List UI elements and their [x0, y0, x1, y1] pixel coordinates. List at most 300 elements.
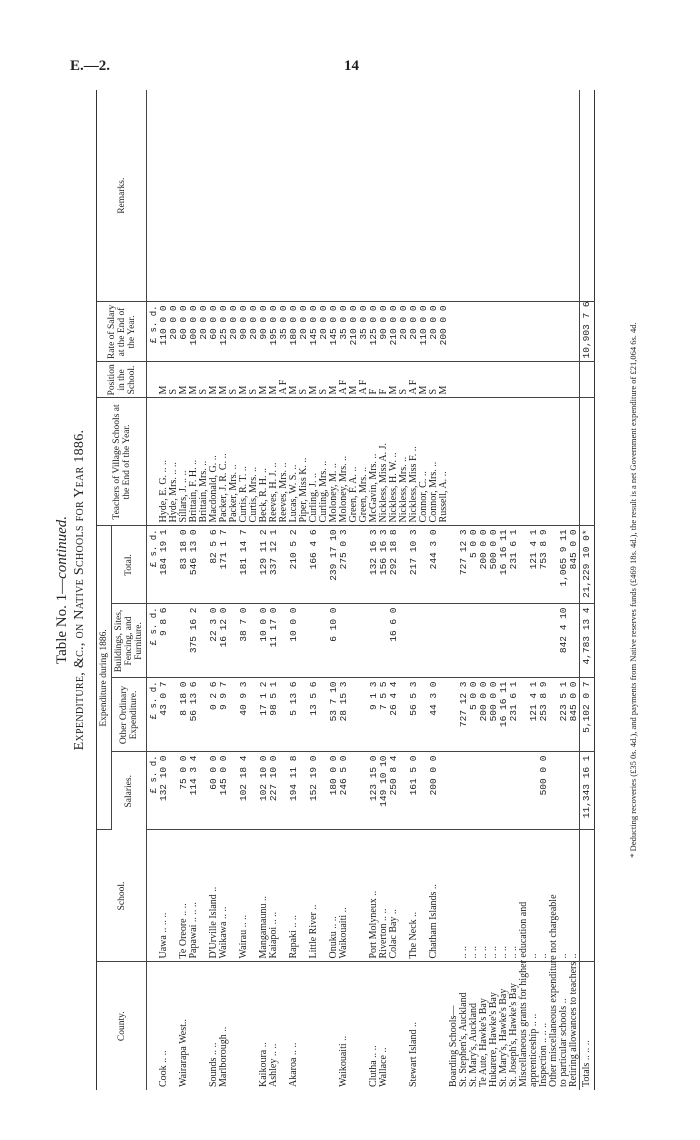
cell-remarks: [399, 90, 409, 302]
cell-teacher: [449, 398, 459, 526]
cell-rate: [559, 302, 569, 362]
cell-position: M: [439, 362, 449, 398]
cell-position: [509, 362, 519, 398]
cell-position: M: [349, 362, 359, 398]
cell-salaries: 246 5 0: [339, 752, 349, 830]
cell-teacher: [559, 398, 569, 526]
cell-school: ..: [529, 830, 539, 962]
cell-buildings: [449, 604, 459, 678]
expenditure-table: [96, 90, 595, 1090]
cell-total: 727 12 3: [459, 526, 469, 604]
cell-teacher: Moloney, Mrs. ..: [339, 398, 349, 526]
cell-school: ..: [569, 830, 580, 962]
table-row: [289, 90, 299, 1090]
cell-other: [439, 678, 449, 752]
table-row: [489, 90, 499, 1090]
cell-buildings: 9 8 6: [159, 604, 169, 678]
cell-other: 500 0 0: [489, 678, 499, 752]
cell-salaries: 123 15 0: [369, 752, 379, 830]
cell-buildings: 16 6 0: [389, 604, 399, 678]
cell-remarks: [359, 90, 369, 302]
cell-position: M: [179, 362, 189, 398]
cell-total: 337 12 1: [269, 526, 279, 604]
cell-salaries: [499, 752, 509, 830]
cell-other: 7 5 5: [379, 678, 389, 752]
cell-total: 181 14 7: [239, 526, 249, 604]
cell-salaries: [469, 752, 479, 830]
cell-position: [559, 362, 569, 398]
table-row: [269, 90, 279, 1090]
cell-other: 5 13 6: [289, 678, 299, 752]
cell-teacher: Nickless, H. W. ..: [389, 398, 399, 526]
cell-county: Ashley .. ..: [268, 1043, 279, 1087]
cell-buildings: [169, 604, 179, 678]
total-rate: 10,903 7 6: [580, 302, 595, 362]
cell-buildings: [339, 604, 349, 678]
cell-teacher: [459, 398, 469, 526]
cell-buildings: [349, 604, 359, 678]
table-row: [449, 90, 459, 1090]
cell-remarks: [349, 90, 359, 302]
cell-rate: 20 0 0: [169, 302, 179, 362]
cell-position: [479, 362, 489, 398]
cell-teacher: Nickless, Miss A. J.: [379, 398, 389, 526]
cell-school: Waikawa .. ..: [219, 830, 229, 962]
cell-salaries: 102 18 4: [239, 752, 249, 830]
table-row: [339, 90, 349, 1090]
cell-county: Wallace ..: [378, 1047, 389, 1087]
cell-total: 1,065 9 11: [559, 526, 569, 604]
cell-salaries: [549, 752, 559, 830]
cell-salaries: 194 11 8: [289, 752, 299, 830]
table-row: [309, 90, 319, 1090]
cell-teacher: McGavin, Mrs. ..: [369, 398, 379, 526]
cell-remarks: [459, 90, 469, 302]
cell-position: F: [379, 362, 389, 398]
cell-teacher: [549, 398, 559, 526]
col-school: School.: [97, 830, 147, 962]
cell-salaries: 250 8 4: [389, 752, 399, 830]
cell-school: .. ..: [469, 830, 479, 962]
cell-teacher: [489, 398, 499, 526]
cell-position: S: [169, 362, 179, 398]
cell-total: 132 16 3: [369, 526, 379, 604]
cell-remarks: [379, 90, 389, 302]
cell-rate: 35 0 0: [339, 302, 349, 362]
cell-teacher: Brittain, F. H. ..: [189, 398, 199, 526]
cell-total: [439, 526, 449, 604]
total-county: Totals .. .. ..: [580, 962, 595, 1090]
cell-total: 753 8 9: [539, 526, 549, 604]
cell-county: St. Stephen's, Auckland: [458, 992, 469, 1087]
cell-school: Mangamaunu ..: [259, 830, 269, 962]
cell-county: Stewart Island ..: [408, 1022, 419, 1087]
cell-school: Riverton .. ..: [379, 830, 389, 962]
cell-buildings: [539, 604, 549, 678]
cell-rate: 145 0 0: [329, 302, 339, 362]
cell-county: [429, 962, 439, 1090]
cell-salaries: [489, 752, 499, 830]
cell-county: Clutha .. ..: [368, 1045, 379, 1087]
cell-teacher: Connor, Mrs. ..: [429, 398, 439, 526]
cell-rate: [459, 302, 469, 362]
col-rate: Rate of Salary at the End of the Year.: [97, 302, 147, 362]
table-row: [389, 90, 399, 1090]
cell-total: 5 0 0: [469, 526, 479, 604]
cell-remarks: [419, 90, 429, 302]
cell-position: M: [209, 362, 219, 398]
table-title: [54, 90, 71, 1090]
cell-position: [489, 362, 499, 398]
table-body: [147, 90, 595, 1090]
cell-position: [549, 362, 559, 398]
cell-total: 292 18 8: [389, 526, 399, 604]
cell-teacher: Lucas, W. S. ..: [289, 398, 299, 526]
table-row: [569, 90, 580, 1090]
cell-school: Rapaki .. ..: [289, 830, 299, 962]
cell-teacher: [539, 398, 549, 526]
cell-salaries: [569, 752, 580, 830]
cell-county: Other miscellaneous expenditure not chargeable: [548, 894, 559, 1087]
cell-county: [239, 962, 249, 1090]
cell-remarks: [529, 90, 539, 302]
cell-teacher: [479, 398, 489, 526]
cell-total: 82 5 6: [209, 526, 219, 604]
table-row: [409, 90, 419, 1090]
cell-teacher: Nickless, Miss F. ..: [409, 398, 419, 526]
cell-remarks: [159, 90, 169, 302]
table-row: [459, 90, 469, 1090]
table-row: [239, 90, 249, 1090]
cell-remarks: [489, 90, 499, 302]
cell-rate: 20 0 0: [429, 302, 439, 362]
cell-total: 16 16 11: [499, 526, 509, 604]
units-total: £ s. d.: [147, 526, 160, 604]
cell-remarks: [339, 90, 349, 302]
cell-county: to particular schools ..: [558, 998, 569, 1087]
cell-teacher: Brittain, Mrs. ..: [199, 398, 209, 526]
cell-remarks: [569, 90, 580, 302]
cell-remarks: [429, 90, 439, 302]
table-row: [549, 90, 559, 1090]
cell-teacher: [569, 398, 580, 526]
cell-buildings: [399, 604, 409, 678]
cell-remarks: [479, 90, 489, 302]
cell-remarks: [439, 90, 449, 302]
table-title-continued: continued.: [54, 515, 70, 579]
table-row: [559, 90, 569, 1090]
cell-rate: [569, 302, 580, 362]
cell-rate: 20 0 0: [299, 302, 309, 362]
cell-remarks: [239, 90, 249, 302]
cell-position: [539, 362, 549, 398]
table-subtitle: [72, 90, 88, 1090]
cell-remarks: [189, 90, 199, 302]
cell-remarks: [409, 90, 419, 302]
cell-other: 253 8 9: [539, 678, 549, 752]
cell-remarks: [269, 90, 279, 302]
cell-remarks: [369, 90, 379, 302]
cell-position: M: [189, 362, 199, 398]
cell-salaries: 152 19 0: [309, 752, 319, 830]
table-row: [429, 90, 439, 1090]
cell-remarks: [289, 90, 299, 302]
cell-position: S: [249, 362, 259, 398]
cell-buildings: 10 0 0: [259, 604, 269, 678]
cell-position: M: [309, 362, 319, 398]
cell-school: .. ..: [489, 830, 499, 962]
cell-school: Colac Bay ..: [389, 830, 399, 962]
cell-position: M: [159, 362, 169, 398]
cell-buildings: [299, 604, 309, 678]
cell-school: [449, 830, 459, 962]
cell-school: Papawai .. .. ..: [189, 830, 199, 962]
cell-rate: 195 0 0: [269, 302, 279, 362]
cell-teacher: Russell, A. ..: [439, 398, 449, 526]
cell-county: Hukarere, Hawke's Bay: [488, 992, 499, 1087]
cell-salaries: 75 0 0: [179, 752, 189, 830]
units-salaries: £ s. d.: [147, 752, 160, 830]
cell-buildings: [509, 604, 519, 678]
cell-county: Sounds .. ..: [208, 1042, 219, 1087]
col-position: Position in the School.: [97, 362, 147, 398]
cell-buildings: 16 12 0: [219, 604, 229, 678]
cell-remarks: [229, 90, 239, 302]
cell-buildings: 375 16 2: [189, 604, 199, 678]
cell-teacher: Piper, Miss K. ..: [299, 398, 309, 526]
cell-teacher: [519, 398, 529, 526]
cell-county: [229, 962, 239, 1090]
cell-county: Inspection .. .. ..: [538, 1022, 549, 1087]
col-county: County.: [97, 962, 147, 1090]
cell-position: S: [299, 362, 309, 398]
cell-total: 129 11 2: [259, 526, 269, 604]
cell-rate: 20 0 0: [249, 302, 259, 362]
cell-position: M: [259, 362, 269, 398]
cell-rate: 210 0 0: [389, 302, 399, 362]
cell-other: 16 16 11: [499, 678, 509, 752]
cell-remarks: [259, 90, 269, 302]
cell-school: Wairau .. ..: [239, 830, 249, 962]
cell-county: [419, 962, 429, 1090]
cell-rate: [519, 302, 529, 362]
cell-other: 26 4 4: [389, 678, 399, 752]
cell-rate: [509, 302, 519, 362]
cell-buildings: 38 7 0: [239, 604, 249, 678]
units-buildings: £ s. d.: [147, 604, 160, 678]
cell-school: Kaiapoi .. ..: [269, 830, 279, 962]
cell-salaries: 145 0 0: [219, 752, 229, 830]
cell-other: 56 13 6: [189, 678, 199, 752]
cell-total: 845 0 0: [569, 526, 580, 604]
cell-buildings: [409, 604, 419, 678]
cell-other: 28 15 3: [339, 678, 349, 752]
cell-position: M: [269, 362, 279, 398]
cell-county: Miscellaneous grants for higher education and: [518, 901, 529, 1087]
cell-position: A F: [359, 362, 369, 398]
cell-other: 17 1 2: [259, 678, 269, 752]
cell-other: 5 0 0: [469, 678, 479, 752]
col-total: Total.: [112, 526, 147, 604]
total-teacher: [580, 398, 595, 526]
cell-total: 500 0 0: [489, 526, 499, 604]
cell-teacher: Packer, Mrs. ..: [229, 398, 239, 526]
cell-salaries: 132 10 0: [159, 752, 169, 830]
cell-rate: 60 0 0: [179, 302, 189, 362]
cell-total: 244 3 0: [429, 526, 439, 604]
cell-remarks: [469, 90, 479, 302]
cell-school: Onuku .. ..: [329, 830, 339, 962]
table-row: [479, 90, 489, 1090]
cell-total: 546 13 0: [189, 526, 199, 604]
total-remarks: [580, 90, 595, 302]
cell-school: Port Molyneux ..: [369, 830, 379, 962]
cell-salaries: 161 5 0: [409, 752, 419, 830]
cell-remarks: [169, 90, 179, 302]
table-row: [159, 90, 169, 1090]
cell-county: Akaroa .. ..: [288, 1042, 299, 1087]
cell-salaries: 200 0 0: [429, 752, 439, 830]
cell-position: [469, 362, 479, 398]
cell-county: Te Aute, Hawke's Bay: [478, 998, 489, 1087]
cell-county: [319, 962, 329, 1090]
total-school: [580, 830, 595, 962]
cell-county: Waikouaiti ..: [338, 1035, 349, 1087]
cell-school: Waikouaiti ..: [339, 830, 349, 962]
cell-total: 184 19 1: [159, 526, 169, 604]
footnote: * Deducting recoveries (£35 0s. 4d.), and payments from Native reserves funds (£469 18s. 4d.), the result is a net Government expenditure of £21,064 6s. 4d.: [628, 322, 638, 858]
cell-other: 44 3 0: [429, 678, 439, 752]
cell-rate: 35 0 0: [279, 302, 289, 362]
cell-teacher: Reeves, Mrs. ..: [279, 398, 289, 526]
cell-buildings: 11 17 0: [269, 604, 279, 678]
cell-position: S: [319, 362, 329, 398]
cell-position: S: [229, 362, 239, 398]
cell-total: 83 18 0: [179, 526, 189, 604]
cell-school: ..: [539, 830, 549, 962]
cell-school: D'Urville Island ..: [209, 830, 219, 962]
cell-school: .. ..: [459, 830, 469, 962]
cell-other: 40 9 3: [239, 678, 249, 752]
cell-buildings: 6 10 0: [329, 604, 339, 678]
cell-remarks: [209, 90, 219, 302]
cell-teacher: Macdonald, G. ..: [209, 398, 219, 526]
cell-position: A F: [339, 362, 349, 398]
cell-other: 9 1 3: [369, 678, 379, 752]
cell-rate: 20 0 0: [199, 302, 209, 362]
cell-buildings: [439, 604, 449, 678]
cell-school: Te Oreore .. ..: [179, 830, 189, 962]
cell-rate: [529, 302, 539, 362]
cell-total: 231 6 1: [509, 526, 519, 604]
cell-position: S: [429, 362, 439, 398]
cell-position: [529, 362, 539, 398]
cell-other: 223 5 1: [559, 678, 569, 752]
cell-total: 200 0 0: [479, 526, 489, 604]
cell-teacher: Sillars, J. .. ..: [179, 398, 189, 526]
cell-salaries: 180 0 0: [329, 752, 339, 830]
cell-rate: 145 0 0: [309, 302, 319, 362]
cell-county: [349, 962, 359, 1090]
cell-position: M: [239, 362, 249, 398]
cell-salaries: [349, 752, 359, 830]
table-title-main: Table No. 1—: [54, 578, 70, 665]
cell-rate: 125 0 0: [219, 302, 229, 362]
cell-position: F: [369, 362, 379, 398]
cell-position: [459, 362, 469, 398]
cell-rate: [449, 302, 459, 362]
cell-rate: 90 0 0: [379, 302, 389, 362]
table-row: [219, 90, 229, 1090]
cell-salaries: [559, 752, 569, 830]
cell-buildings: [369, 604, 379, 678]
cell-rate: 200 0 0: [439, 302, 449, 362]
cell-salaries: [439, 752, 449, 830]
cell-position: A F: [409, 362, 419, 398]
cell-other: 98 5 1: [269, 678, 279, 752]
cell-teacher: Hyde, Mrs. .. ..: [169, 398, 179, 526]
cell-salaries: 114 3 4: [189, 752, 199, 830]
cell-remarks: [199, 90, 209, 302]
cell-county: Wairarapa West..: [178, 1019, 189, 1087]
units-rate: £ s. d.: [147, 302, 160, 362]
cell-remarks: [449, 90, 459, 302]
cell-salaries: 500 0 0: [539, 752, 549, 830]
cell-teacher: Curling, J. ..: [309, 398, 319, 526]
cell-other: 845 0 0: [569, 678, 580, 752]
table-row: [189, 90, 199, 1090]
cell-rate: 180 0 0: [289, 302, 299, 362]
cell-position: M: [419, 362, 429, 398]
cell-remarks: [279, 90, 289, 302]
total-position: [580, 362, 595, 398]
col-group-expenditure: Expenditure during 1886.: [97, 526, 112, 830]
cell-school: Uawa .. .. ..: [159, 830, 169, 962]
cell-salaries: [459, 752, 469, 830]
cell-salaries: 102 10 0: [259, 752, 269, 830]
table-row: [499, 90, 509, 1090]
cell-county: Boarding Schools—: [448, 1005, 459, 1087]
cell-rate: 20 0 0: [229, 302, 239, 362]
cell-position: [519, 362, 529, 398]
cell-teacher: Reeves, H. J. ..: [269, 398, 279, 526]
cell-total: [349, 526, 359, 604]
total-buildings: 4,783 13 4: [580, 604, 595, 678]
cell-total: 156 16 3: [379, 526, 389, 604]
cell-school: The Neck ..: [409, 830, 419, 962]
cell-position: A F: [279, 362, 289, 398]
cell-salaries: [519, 752, 529, 830]
cell-rate: 210 0 0: [349, 302, 359, 362]
cell-other: 200 0 0: [479, 678, 489, 752]
cell-position: M: [219, 362, 229, 398]
cell-position: S: [199, 362, 209, 398]
cell-buildings: [479, 604, 489, 678]
cell-school: ..: [559, 830, 569, 962]
cell-teacher: [499, 398, 509, 526]
cell-buildings: [529, 604, 539, 678]
cell-school: .. ..: [479, 830, 489, 962]
cell-position: S: [399, 362, 409, 398]
cell-county: [309, 962, 319, 1090]
cell-teacher: [509, 398, 519, 526]
cell-county: [389, 962, 399, 1090]
table-row: [439, 90, 449, 1090]
cell-other: 727 12 3: [459, 678, 469, 752]
cell-teacher: Nickless, Mrs. ..: [399, 398, 409, 526]
total-other: 5,102 0 7: [580, 678, 595, 752]
cell-total: 239 17 10: [329, 526, 339, 604]
